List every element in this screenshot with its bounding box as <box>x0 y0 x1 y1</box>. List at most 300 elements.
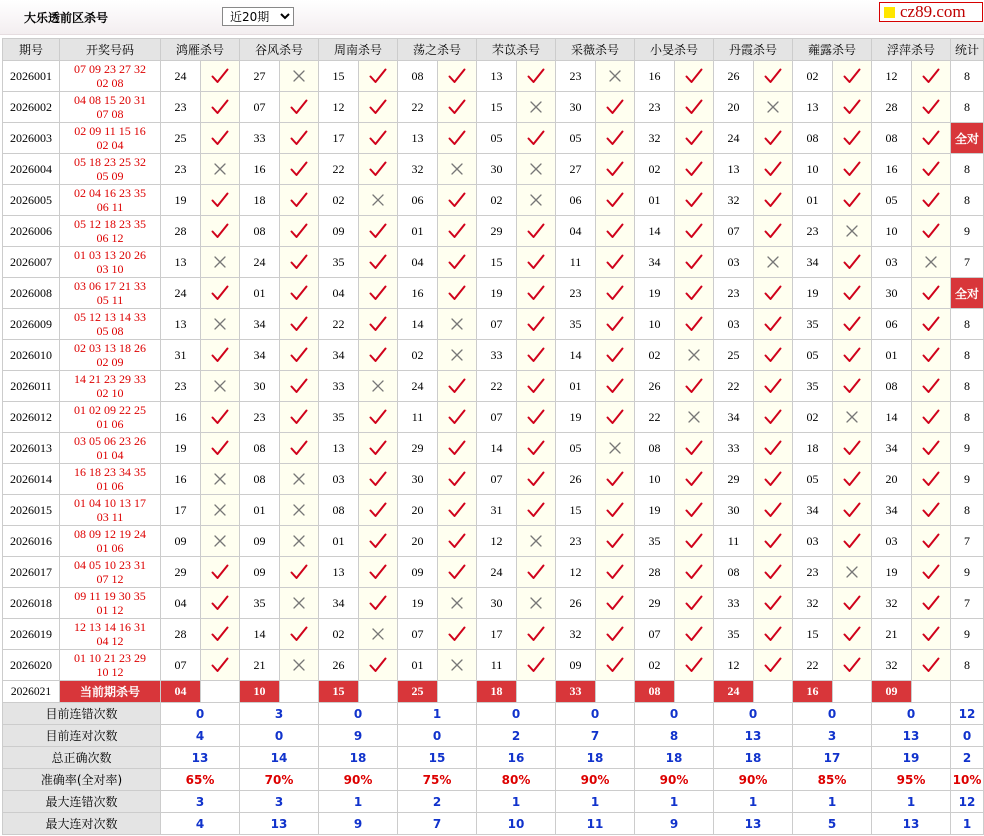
kill-number-cell: 32 <box>714 185 754 216</box>
draw-back-numbers: 02 10 <box>96 386 124 400</box>
kill-number-cell: 24 <box>477 557 517 588</box>
checkmark-icon <box>201 626 239 642</box>
result-mark-cell <box>596 619 635 650</box>
kill-number-cell: 08 <box>714 557 754 588</box>
draw-numbers-cell <box>60 650 161 681</box>
kill-number-cell: 03 <box>714 247 754 278</box>
draw-back-numbers: 07 12 <box>96 572 124 586</box>
cross-icon <box>754 255 792 269</box>
checkmark-icon <box>280 440 318 456</box>
summary-value: 13 <box>872 813 951 835</box>
kill-number-cell: 07 <box>714 216 754 247</box>
current-kill-number: 16 <box>793 681 833 703</box>
top-bar <box>0 0 984 35</box>
table-row <box>3 154 984 185</box>
current-kill-number: 08 <box>635 681 675 703</box>
result-mark-cell <box>438 185 477 216</box>
cross-icon <box>201 534 239 548</box>
result-mark-cell <box>359 650 398 681</box>
cross-icon <box>359 193 397 207</box>
kill-number-cell: 20 <box>398 526 438 557</box>
site-logo[interactable] <box>879 2 983 22</box>
summary-value: 18 <box>714 747 793 769</box>
checkmark-icon <box>675 440 713 456</box>
result-mark-cell <box>517 92 556 123</box>
result-mark-cell <box>912 340 951 371</box>
draw-numbers-cell <box>60 464 161 495</box>
kill-number-cell: 29 <box>477 216 517 247</box>
result-mark-cell <box>754 464 793 495</box>
result-mark-cell <box>280 588 319 619</box>
result-mark-cell <box>675 247 714 278</box>
checkmark-icon <box>438 285 476 301</box>
kill-number-cell: 03 <box>872 247 912 278</box>
result-mark-cell <box>912 309 951 340</box>
draw-front-numbers: 08 09 12 19 24 <box>74 527 146 541</box>
draw-front-numbers: 01 02 09 22 25 <box>74 403 146 417</box>
draw-back-numbers: 01 06 <box>96 479 124 493</box>
kill-number-cell: 22 <box>477 371 517 402</box>
result-mark-cell <box>517 185 556 216</box>
kill-number-cell: 12 <box>319 92 359 123</box>
kill-number-cell: 04 <box>556 216 596 247</box>
result-mark-cell <box>596 340 635 371</box>
summary-value: 5 <box>793 813 872 835</box>
draw-back-numbers: 06 12 <box>96 231 124 245</box>
summary-value: 18 <box>319 747 398 769</box>
checkmark-icon <box>438 130 476 146</box>
kill-number-cell: 23 <box>793 557 833 588</box>
kill-number-cell: 30 <box>240 371 280 402</box>
kill-number-cell: 10 <box>793 154 833 185</box>
result-mark-cell <box>280 495 319 526</box>
summary-value: 1 <box>793 791 872 813</box>
current-kill-blank <box>201 681 240 703</box>
cross-icon <box>675 348 713 362</box>
row-stat-cell: 8 <box>951 340 984 371</box>
summary-value: 9 <box>319 813 398 835</box>
draw-back-numbers: 03 10 <box>96 262 124 276</box>
checkmark-icon <box>517 347 555 363</box>
col-header-expert[interactable]: 荡之杀号 <box>398 39 477 61</box>
result-mark-cell <box>280 185 319 216</box>
cross-icon <box>438 162 476 176</box>
result-mark-cell <box>912 216 951 247</box>
kill-number-cell: 02 <box>635 340 675 371</box>
kill-number-cell: 33 <box>477 340 517 371</box>
result-mark-cell <box>359 588 398 619</box>
summary-value: 2 <box>477 725 556 747</box>
kill-number-cell: 32 <box>635 123 675 154</box>
cross-icon <box>201 162 239 176</box>
draw-numbers-cell <box>60 619 161 650</box>
col-header-expert[interactable]: 周南杀号 <box>319 39 398 61</box>
kill-number-cell: 03 <box>872 526 912 557</box>
cross-icon <box>280 534 318 548</box>
checkmark-icon <box>438 564 476 580</box>
current-kill-blank <box>280 681 319 703</box>
result-mark-cell <box>517 650 556 681</box>
result-mark-cell <box>201 92 240 123</box>
draw-front-numbers: 03 06 17 21 33 <box>74 279 146 293</box>
result-mark-cell <box>754 619 793 650</box>
result-mark-cell <box>359 247 398 278</box>
checkmark-icon <box>359 316 397 332</box>
kill-number-cell: 25 <box>161 123 201 154</box>
checkmark-icon <box>596 130 634 146</box>
col-header-expert[interactable]: 谷风杀号 <box>240 39 319 61</box>
kill-number-cell: 22 <box>714 371 754 402</box>
row-stat-cell: 全对 <box>951 278 984 309</box>
summary-value: 90% <box>556 769 635 791</box>
checkmark-icon <box>438 254 476 270</box>
draw-front-numbers: 02 04 16 23 35 <box>74 186 146 200</box>
summary-value: 0 <box>635 703 714 725</box>
draw-numbers-cell <box>60 216 161 247</box>
summary-value: 1 <box>477 791 556 813</box>
result-mark-cell <box>359 526 398 557</box>
result-mark-cell <box>675 61 714 92</box>
checkmark-icon <box>280 378 318 394</box>
kill-number-cell: 07 <box>635 619 675 650</box>
kill-number-cell: 23 <box>240 402 280 433</box>
kill-number-cell: 08 <box>635 433 675 464</box>
checkmark-icon <box>517 440 555 456</box>
draw-back-numbers: 05 11 <box>96 293 124 307</box>
checkmark-icon <box>438 223 476 239</box>
summary-value: 7 <box>556 725 635 747</box>
result-mark-cell <box>912 123 951 154</box>
draw-back-numbers: 05 09 <box>96 169 124 183</box>
checkmark-icon <box>201 99 239 115</box>
result-mark-cell <box>596 650 635 681</box>
result-mark-cell <box>754 433 793 464</box>
checkmark-icon <box>912 626 950 642</box>
kill-number-cell: 16 <box>240 154 280 185</box>
result-mark-cell <box>517 557 556 588</box>
summary-value: 13 <box>161 747 240 769</box>
current-kill-blank <box>438 681 477 703</box>
summary-label: 最大连错次数 <box>3 791 161 813</box>
summary-value: 1 <box>556 791 635 813</box>
result-mark-cell <box>675 588 714 619</box>
draw-numbers-cell <box>60 588 161 619</box>
draw-numbers-cell <box>60 402 161 433</box>
result-mark-cell <box>675 619 714 650</box>
kill-number-cell: 05 <box>477 123 517 154</box>
result-mark-cell <box>438 402 477 433</box>
table-row <box>3 61 984 92</box>
result-mark-cell <box>517 619 556 650</box>
draw-front-numbers: 04 05 10 23 31 <box>74 558 146 572</box>
kill-number-cell: 29 <box>161 557 201 588</box>
result-mark-cell <box>675 371 714 402</box>
summary-row <box>3 747 984 769</box>
checkmark-icon <box>675 502 713 518</box>
draw-front-numbers: 01 10 21 23 29 <box>74 651 146 665</box>
summary-value: 16 <box>477 747 556 769</box>
result-mark-cell <box>359 371 398 402</box>
current-kill-number: 04 <box>161 681 201 703</box>
summary-value: 0 <box>872 703 951 725</box>
kill-number-cell: 01 <box>398 650 438 681</box>
checkmark-icon <box>280 409 318 425</box>
kill-number-cell: 13 <box>319 433 359 464</box>
summary-label: 总正确次数 <box>3 747 161 769</box>
checkmark-icon <box>280 626 318 642</box>
kill-number-cell: 16 <box>398 278 438 309</box>
checkmark-icon <box>675 533 713 549</box>
checkmark-icon <box>201 657 239 673</box>
result-mark-cell <box>517 371 556 402</box>
summary-value: 10% <box>951 769 984 791</box>
result-mark-cell <box>438 247 477 278</box>
kill-number-cell: 09 <box>556 650 596 681</box>
result-mark-cell <box>517 247 556 278</box>
result-mark-cell <box>912 650 951 681</box>
checkmark-icon <box>201 409 239 425</box>
draw-front-numbers: 05 18 23 25 32 <box>74 155 146 169</box>
row-stat-cell: 8 <box>951 402 984 433</box>
kill-number-cell: 30 <box>872 278 912 309</box>
result-mark-cell <box>359 216 398 247</box>
col-header-expert[interactable]: 小旻杀号 <box>635 39 714 61</box>
kill-number-cell: 06 <box>556 185 596 216</box>
result-mark-cell <box>754 61 793 92</box>
result-mark-cell <box>675 154 714 185</box>
kill-number-cell: 07 <box>398 619 438 650</box>
kill-number-cell: 28 <box>161 619 201 650</box>
kill-number-cell: 05 <box>556 123 596 154</box>
summary-value: 0 <box>556 703 635 725</box>
kill-number-cell: 24 <box>714 123 754 154</box>
summary-value: 17 <box>793 747 872 769</box>
result-mark-cell <box>675 185 714 216</box>
period-cell: 2026002 <box>3 92 60 123</box>
table-row <box>3 588 984 619</box>
result-mark-cell <box>201 154 240 185</box>
result-mark-cell <box>833 278 872 309</box>
result-mark-cell <box>596 123 635 154</box>
kill-number-cell: 14 <box>872 402 912 433</box>
summary-value: 12 <box>951 791 984 813</box>
col-header-expert[interactable]: 蕹露杀号 <box>793 39 872 61</box>
period-cell: 2026012 <box>3 402 60 433</box>
checkmark-icon <box>833 347 871 363</box>
kill-number-cell: 08 <box>319 495 359 526</box>
result-mark-cell <box>833 123 872 154</box>
draw-back-numbers: 01 12 <box>96 603 124 617</box>
checkmark-icon <box>596 99 634 115</box>
col-header-expert[interactable]: 采薇杀号 <box>556 39 635 61</box>
checkmark-icon <box>517 223 555 239</box>
summary-value: 1 <box>635 791 714 813</box>
result-mark-cell <box>675 464 714 495</box>
kill-number-cell: 11 <box>398 402 438 433</box>
checkmark-icon <box>201 285 239 301</box>
kill-number-cell: 08 <box>240 433 280 464</box>
table-row <box>3 433 984 464</box>
checkmark-icon <box>517 285 555 301</box>
current-kill-number: 33 <box>556 681 596 703</box>
result-mark-cell <box>438 464 477 495</box>
result-mark-cell <box>754 402 793 433</box>
checkmark-icon <box>833 161 871 177</box>
result-mark-cell <box>359 619 398 650</box>
result-mark-cell <box>280 650 319 681</box>
kill-number-cell: 33 <box>240 123 280 154</box>
checkmark-icon <box>359 285 397 301</box>
checkmark-icon <box>675 378 713 394</box>
logo-square-icon <box>884 7 895 18</box>
kill-number-cell: 26 <box>556 588 596 619</box>
col-header-expert[interactable]: 浮萍杀号 <box>872 39 951 61</box>
col-header-expert[interactable]: 鸿雁杀号 <box>161 39 240 61</box>
kill-number-cell: 30 <box>477 588 517 619</box>
summary-row <box>3 725 984 747</box>
result-mark-cell <box>754 123 793 154</box>
result-mark-cell <box>833 61 872 92</box>
checkmark-icon <box>675 595 713 611</box>
result-mark-cell <box>280 309 319 340</box>
checkmark-icon <box>912 595 950 611</box>
checkmark-icon <box>596 409 634 425</box>
summary-value: 0 <box>161 703 240 725</box>
kill-number-cell: 19 <box>872 557 912 588</box>
current-kill-blank <box>833 681 872 703</box>
checkmark-icon <box>201 595 239 611</box>
summary-value: 19 <box>872 747 951 769</box>
checkmark-icon <box>754 285 792 301</box>
result-mark-cell <box>596 433 635 464</box>
cross-icon <box>438 658 476 672</box>
period-cell: 2026005 <box>3 185 60 216</box>
draw-front-numbers: 01 04 10 13 17 <box>74 496 146 510</box>
page-title: 大乐透前区杀号 <box>24 11 109 25</box>
result-mark-cell <box>359 495 398 526</box>
result-mark-cell <box>438 278 477 309</box>
summary-value: 18 <box>556 747 635 769</box>
result-mark-cell <box>438 588 477 619</box>
result-mark-cell <box>754 185 793 216</box>
summary-value: 75% <box>398 769 477 791</box>
result-mark-cell <box>912 588 951 619</box>
period-range-select[interactable] <box>222 7 294 26</box>
logo-text: cz89.com <box>900 2 966 21</box>
checkmark-icon <box>833 99 871 115</box>
checkmark-icon <box>912 99 950 115</box>
result-mark-cell <box>675 495 714 526</box>
kill-number-cell: 19 <box>477 278 517 309</box>
kill-number-cell: 10 <box>635 464 675 495</box>
draw-front-numbers: 14 21 23 29 33 <box>74 372 146 386</box>
kill-number-cell: 26 <box>635 371 675 402</box>
draw-back-numbers: 05 08 <box>96 324 124 338</box>
checkmark-icon <box>833 68 871 84</box>
kill-number-cell: 15 <box>556 495 596 526</box>
kill-number-cell: 04 <box>161 588 201 619</box>
kill-number-cell: 28 <box>161 216 201 247</box>
result-mark-cell <box>912 185 951 216</box>
summary-value: 7 <box>398 813 477 835</box>
period-cell: 2026016 <box>3 526 60 557</box>
result-mark-cell <box>912 433 951 464</box>
checkmark-icon <box>517 657 555 673</box>
kill-number-cell: 34 <box>714 402 754 433</box>
kill-number-cell: 23 <box>793 216 833 247</box>
checkmark-icon <box>754 378 792 394</box>
checkmark-icon <box>596 161 634 177</box>
kill-number-table <box>2 38 984 835</box>
result-mark-cell <box>833 92 872 123</box>
summary-value: 2 <box>398 791 477 813</box>
table-row <box>3 185 984 216</box>
checkmark-icon <box>833 285 871 301</box>
checkmark-icon <box>754 161 792 177</box>
result-mark-cell <box>359 61 398 92</box>
checkmark-icon <box>833 440 871 456</box>
kill-number-cell: 17 <box>161 495 201 526</box>
checkmark-icon <box>596 626 634 642</box>
result-mark-cell <box>438 619 477 650</box>
cross-icon <box>438 596 476 610</box>
result-mark-cell <box>912 619 951 650</box>
result-mark-cell <box>912 92 951 123</box>
cross-icon <box>833 224 871 238</box>
result-mark-cell <box>754 650 793 681</box>
table-row <box>3 619 984 650</box>
draw-back-numbers: 01 04 <box>96 448 124 462</box>
row-stat-cell: 7 <box>951 247 984 278</box>
col-header-expert[interactable]: 芣苡杀号 <box>477 39 556 61</box>
kill-number-cell: 34 <box>793 495 833 526</box>
draw-front-numbers: 03 05 06 23 26 <box>74 434 146 448</box>
result-mark-cell <box>754 557 793 588</box>
result-mark-cell <box>201 650 240 681</box>
kill-number-cell: 35 <box>319 402 359 433</box>
result-mark-cell <box>833 402 872 433</box>
kill-number-cell: 07 <box>477 402 517 433</box>
checkmark-icon <box>754 130 792 146</box>
cross-icon <box>596 441 634 455</box>
kill-number-cell: 32 <box>872 650 912 681</box>
result-mark-cell <box>201 247 240 278</box>
checkmark-icon <box>596 316 634 332</box>
result-mark-cell <box>201 402 240 433</box>
summary-value: 3 <box>240 703 319 725</box>
draw-numbers-cell <box>60 495 161 526</box>
result-mark-cell <box>833 185 872 216</box>
summary-value: 90% <box>714 769 793 791</box>
kill-number-cell: 05 <box>872 185 912 216</box>
result-mark-cell <box>201 526 240 557</box>
result-mark-cell <box>280 154 319 185</box>
result-mark-cell <box>280 340 319 371</box>
checkmark-icon <box>912 440 950 456</box>
kill-number-cell: 02 <box>635 650 675 681</box>
checkmark-icon <box>754 595 792 611</box>
kill-number-cell: 20 <box>714 92 754 123</box>
col-header-expert[interactable]: 丹霞杀号 <box>714 39 793 61</box>
kill-number-cell: 24 <box>161 278 201 309</box>
cross-icon <box>280 596 318 610</box>
period-cell: 2026019 <box>3 619 60 650</box>
kill-number-cell: 19 <box>635 495 675 526</box>
checkmark-icon <box>359 254 397 270</box>
kill-number-cell: 07 <box>477 464 517 495</box>
checkmark-icon <box>596 471 634 487</box>
table-row <box>3 402 984 433</box>
